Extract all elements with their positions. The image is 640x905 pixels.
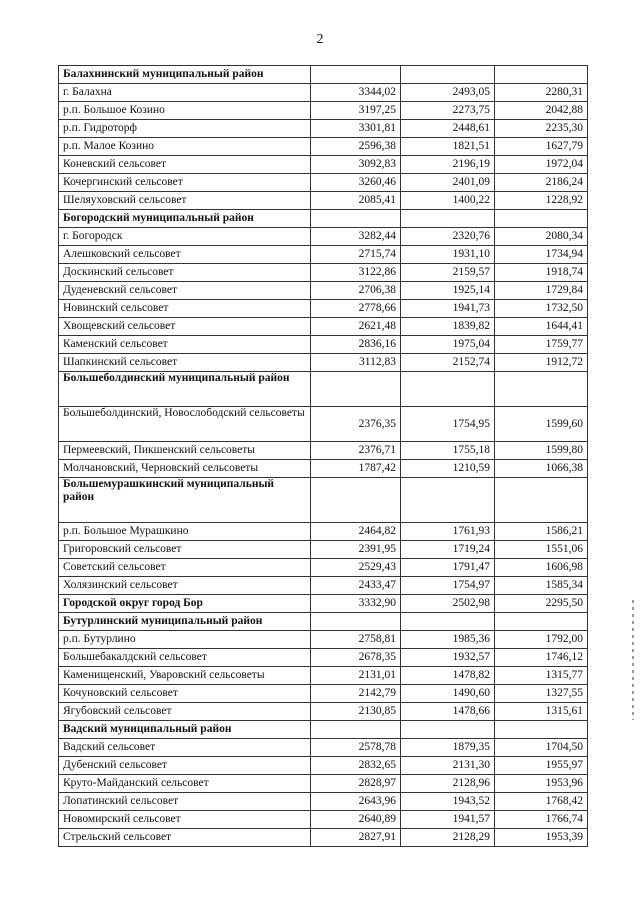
value-v3: 1627,79: [495, 138, 588, 156]
value-v1: 2706,38: [311, 282, 401, 300]
value-v1: 2085,41: [311, 192, 401, 210]
value-v2: 2128,96: [401, 775, 495, 793]
section-title: Вадский муниципальный район: [59, 721, 311, 739]
table-row: [59, 523, 588, 541]
table-row: [59, 84, 588, 102]
value-v1: 1787,42: [311, 460, 401, 478]
value-v2: 1478,66: [401, 703, 495, 721]
value-v2: 1941,73: [401, 300, 495, 318]
value-v2: 1761,93: [401, 523, 495, 541]
value-v1: 2832,65: [311, 757, 401, 775]
locality-name: Пермеевский, Пикшенский сельсоветы: [59, 442, 311, 460]
value-v1: 2596,38: [311, 138, 401, 156]
value-v1: [311, 210, 401, 228]
value-v1: 2391,95: [311, 541, 401, 559]
value-v1: [311, 613, 401, 631]
locality-name: Ягубовский сельсовет: [59, 703, 311, 721]
value-v2: 1975,04: [401, 336, 495, 354]
value-v3: 1551,06: [495, 541, 588, 559]
locality-name: Молчановский, Черновский сельсоветы: [59, 460, 311, 478]
section-row: [59, 595, 588, 613]
value-v3: 1729,84: [495, 282, 588, 300]
locality-name: Вадский сельсовет: [59, 739, 311, 757]
locality-name: Новинский сельсовет: [59, 300, 311, 318]
table-row: [59, 336, 588, 354]
value-v2: [401, 372, 495, 407]
locality-name: р.п. Большое Мурашкино: [59, 523, 311, 541]
locality-name: р.п. Бутурлино: [59, 631, 311, 649]
value-v1: 2621,48: [311, 318, 401, 336]
value-v2: 1755,18: [401, 442, 495, 460]
value-v2: 2448,61: [401, 120, 495, 138]
value-v1: 3344,02: [311, 84, 401, 102]
value-v2: 2152,74: [401, 354, 495, 372]
value-v1: 2131,01: [311, 667, 401, 685]
value-v3: 1912,72: [495, 354, 588, 372]
table-row: [59, 120, 588, 138]
locality-name: Алешковский сельсовет: [59, 246, 311, 264]
locality-name: Каменищенский, Уваровский сельсоветы: [59, 667, 311, 685]
value-v1: 2778,66: [311, 300, 401, 318]
value-v1: 2376,35: [311, 407, 401, 442]
section-row: [59, 372, 588, 407]
locality-name: Кочуновский сельсовет: [59, 685, 311, 703]
locality-name: Шеляуховский сельсовет: [59, 192, 311, 210]
value-v3: 1746,12: [495, 649, 588, 667]
value-v3: 1766,74: [495, 811, 588, 829]
value-v2: 1821,51: [401, 138, 495, 156]
value-v3: 1792,00: [495, 631, 588, 649]
value-v2: 1791,47: [401, 559, 495, 577]
value-v3: 2280,31: [495, 84, 588, 102]
value-v1: 2640,89: [311, 811, 401, 829]
value-v1: 2836,16: [311, 336, 401, 354]
value-v3: 1315,77: [495, 667, 588, 685]
value-v2: 1839,82: [401, 318, 495, 336]
value-v1: 3122,86: [311, 264, 401, 282]
value-v3: [495, 210, 588, 228]
value-v2: 2273,75: [401, 102, 495, 120]
value-v3: 1768,42: [495, 793, 588, 811]
value-v1: 2529,43: [311, 559, 401, 577]
table-row: [59, 138, 588, 156]
section-title: Большемурашкинский муниципальный район: [59, 478, 311, 523]
value-v3: 1972,04: [495, 156, 588, 174]
value-v1: 3260,46: [311, 174, 401, 192]
locality-name: Дуденевский сельсовет: [59, 282, 311, 300]
locality-name: Коневский сельсовет: [59, 156, 311, 174]
value-v2: [401, 721, 495, 739]
value-v3: 2080,34: [495, 228, 588, 246]
value-v3: 1734,94: [495, 246, 588, 264]
value-v2: 1879,35: [401, 739, 495, 757]
locality-name: Кочергинский сельсовет: [59, 174, 311, 192]
value-v3: 1953,39: [495, 829, 588, 847]
locality-name: р.п. Гидроторф: [59, 120, 311, 138]
value-v1: [311, 66, 401, 84]
locality-name: Хвощевский сельсовет: [59, 318, 311, 336]
value-v3: 1704,50: [495, 739, 588, 757]
value-v3: 2295,50: [495, 595, 588, 613]
section-title: Балахнинский муниципальный район: [59, 66, 311, 84]
value-v1: 2376,71: [311, 442, 401, 460]
section-row: [59, 210, 588, 228]
value-v3: 1644,41: [495, 318, 588, 336]
value-v2: 1210,59: [401, 460, 495, 478]
value-v2: [401, 66, 495, 84]
value-v3: 1599,60: [495, 407, 588, 442]
locality-name: Григоровский сельсовет: [59, 541, 311, 559]
value-v1: [311, 372, 401, 407]
value-v1: 3197,25: [311, 102, 401, 120]
locality-name: г. Балахна: [59, 84, 311, 102]
value-v3: [495, 613, 588, 631]
section-row: [59, 66, 588, 84]
value-v3: 1955,97: [495, 757, 588, 775]
table-row: [59, 631, 588, 649]
value-v2: 2401,09: [401, 174, 495, 192]
value-v3: 1918,74: [495, 264, 588, 282]
table-row: [59, 300, 588, 318]
locality-name: Большеболдинский, Новослободский сельсоветы: [59, 407, 311, 442]
value-v2: 1478,82: [401, 667, 495, 685]
value-v2: 1719,24: [401, 541, 495, 559]
locality-name: г. Богородск: [59, 228, 311, 246]
value-v3: 1599,80: [495, 442, 588, 460]
table-row: [59, 541, 588, 559]
table-row: [59, 442, 588, 460]
locality-name: Большебакалдский сельсовет: [59, 649, 311, 667]
value-v2: 2502,98: [401, 595, 495, 613]
section-row: [59, 721, 588, 739]
value-v2: 1931,10: [401, 246, 495, 264]
value-v1: 3092,83: [311, 156, 401, 174]
table-row: [59, 354, 588, 372]
value-v3: 2235,30: [495, 120, 588, 138]
value-v1: 2827,91: [311, 829, 401, 847]
value-v2: 2159,57: [401, 264, 495, 282]
value-v2: 2493,05: [401, 84, 495, 102]
table-row: [59, 228, 588, 246]
value-v3: [495, 66, 588, 84]
value-v2: 2320,76: [401, 228, 495, 246]
value-v1: [311, 478, 401, 523]
value-v3: 2042,88: [495, 102, 588, 120]
value-v1: 2715,74: [311, 246, 401, 264]
value-v1: 2758,81: [311, 631, 401, 649]
value-v2: 1754,97: [401, 577, 495, 595]
value-v3: [495, 372, 588, 407]
locality-name: Новомирский сельсовет: [59, 811, 311, 829]
locality-name: Доскинский сельсовет: [59, 264, 311, 282]
locality-name: Лопатинский сельсовет: [59, 793, 311, 811]
table-row: [59, 793, 588, 811]
table-row: [59, 264, 588, 282]
section-title: Городской округ город Бор: [59, 595, 311, 613]
value-v1: 3112,83: [311, 354, 401, 372]
table-row: [59, 811, 588, 829]
value-v2: [401, 478, 495, 523]
value-v2: 2128,29: [401, 829, 495, 847]
section-title: Богородский муниципальный район: [59, 210, 311, 228]
value-v1: 3301,81: [311, 120, 401, 138]
locality-name: Шапкинский сельсовет: [59, 354, 311, 372]
value-v3: [495, 478, 588, 523]
value-v3: 2186,24: [495, 174, 588, 192]
table-row: [59, 703, 588, 721]
locality-name: Стрельский сельсовет: [59, 829, 311, 847]
value-v2: [401, 210, 495, 228]
locality-name: Круто-Майданский сельсовет: [59, 775, 311, 793]
section-row: [59, 613, 588, 631]
value-v2: 2196,19: [401, 156, 495, 174]
table-row: [59, 739, 588, 757]
value-v1: 3282,44: [311, 228, 401, 246]
table-row: [59, 559, 588, 577]
table-row: [59, 192, 588, 210]
table-row: [59, 685, 588, 703]
value-v2: [401, 613, 495, 631]
value-v3: 1228,92: [495, 192, 588, 210]
value-v3: 1327,55: [495, 685, 588, 703]
value-v1: 2130,85: [311, 703, 401, 721]
value-v3: 1953,96: [495, 775, 588, 793]
value-v1: 2578,78: [311, 739, 401, 757]
value-v1: 2643,96: [311, 793, 401, 811]
table-row: [59, 460, 588, 478]
table-row: [59, 102, 588, 120]
table-row: [59, 318, 588, 336]
locality-name: Советский сельсовет: [59, 559, 311, 577]
value-v3: 1066,38: [495, 460, 588, 478]
value-v3: 1732,50: [495, 300, 588, 318]
value-v1: 3332,90: [311, 595, 401, 613]
table-row: [59, 174, 588, 192]
table-row: [59, 649, 588, 667]
tariff-table: [58, 65, 588, 847]
table-row: [59, 282, 588, 300]
value-v2: 1490,60: [401, 685, 495, 703]
table-row: [59, 775, 588, 793]
table-row: [59, 667, 588, 685]
value-v1: 2142,79: [311, 685, 401, 703]
value-v2: 1932,57: [401, 649, 495, 667]
value-v2: 1941,57: [401, 811, 495, 829]
value-v3: 1606,98: [495, 559, 588, 577]
section-row: [59, 478, 588, 523]
value-v1: 2678,35: [311, 649, 401, 667]
locality-name: р.п. Большое Козино: [59, 102, 311, 120]
value-v2: 1400,22: [401, 192, 495, 210]
tariff-table-body: [59, 66, 588, 847]
locality-name: Каменский сельсовет: [59, 336, 311, 354]
table-row: [59, 757, 588, 775]
page-number: 2: [316, 32, 324, 47]
value-v2: 1985,36: [401, 631, 495, 649]
value-v1: 2433,47: [311, 577, 401, 595]
value-v2: 1925,14: [401, 282, 495, 300]
table-row: [59, 156, 588, 174]
locality-name: р.п. Малое Козино: [59, 138, 311, 156]
value-v2: 2131,30: [401, 757, 495, 775]
table-row: [59, 829, 588, 847]
section-title: Бутурлинский муниципальный район: [59, 613, 311, 631]
value-v1: 2464,82: [311, 523, 401, 541]
locality-name: Холязинский сельсовет: [59, 577, 311, 595]
table-row: [59, 246, 588, 264]
value-v2: 1943,52: [401, 793, 495, 811]
value-v2: 1754,95: [401, 407, 495, 442]
table-row: [59, 577, 588, 595]
section-title: Большеболдинский муниципальный район: [59, 372, 311, 407]
value-v3: 1585,34: [495, 577, 588, 595]
table-row: [59, 407, 588, 442]
value-v3: 1759,77: [495, 336, 588, 354]
value-v3: 1315,61: [495, 703, 588, 721]
locality-name: Дубенский сельсовет: [59, 757, 311, 775]
value-v3: 1586,21: [495, 523, 588, 541]
value-v1: [311, 721, 401, 739]
scan-edge-mark: [632, 600, 634, 720]
value-v1: 2828,97: [311, 775, 401, 793]
value-v3: [495, 721, 588, 739]
